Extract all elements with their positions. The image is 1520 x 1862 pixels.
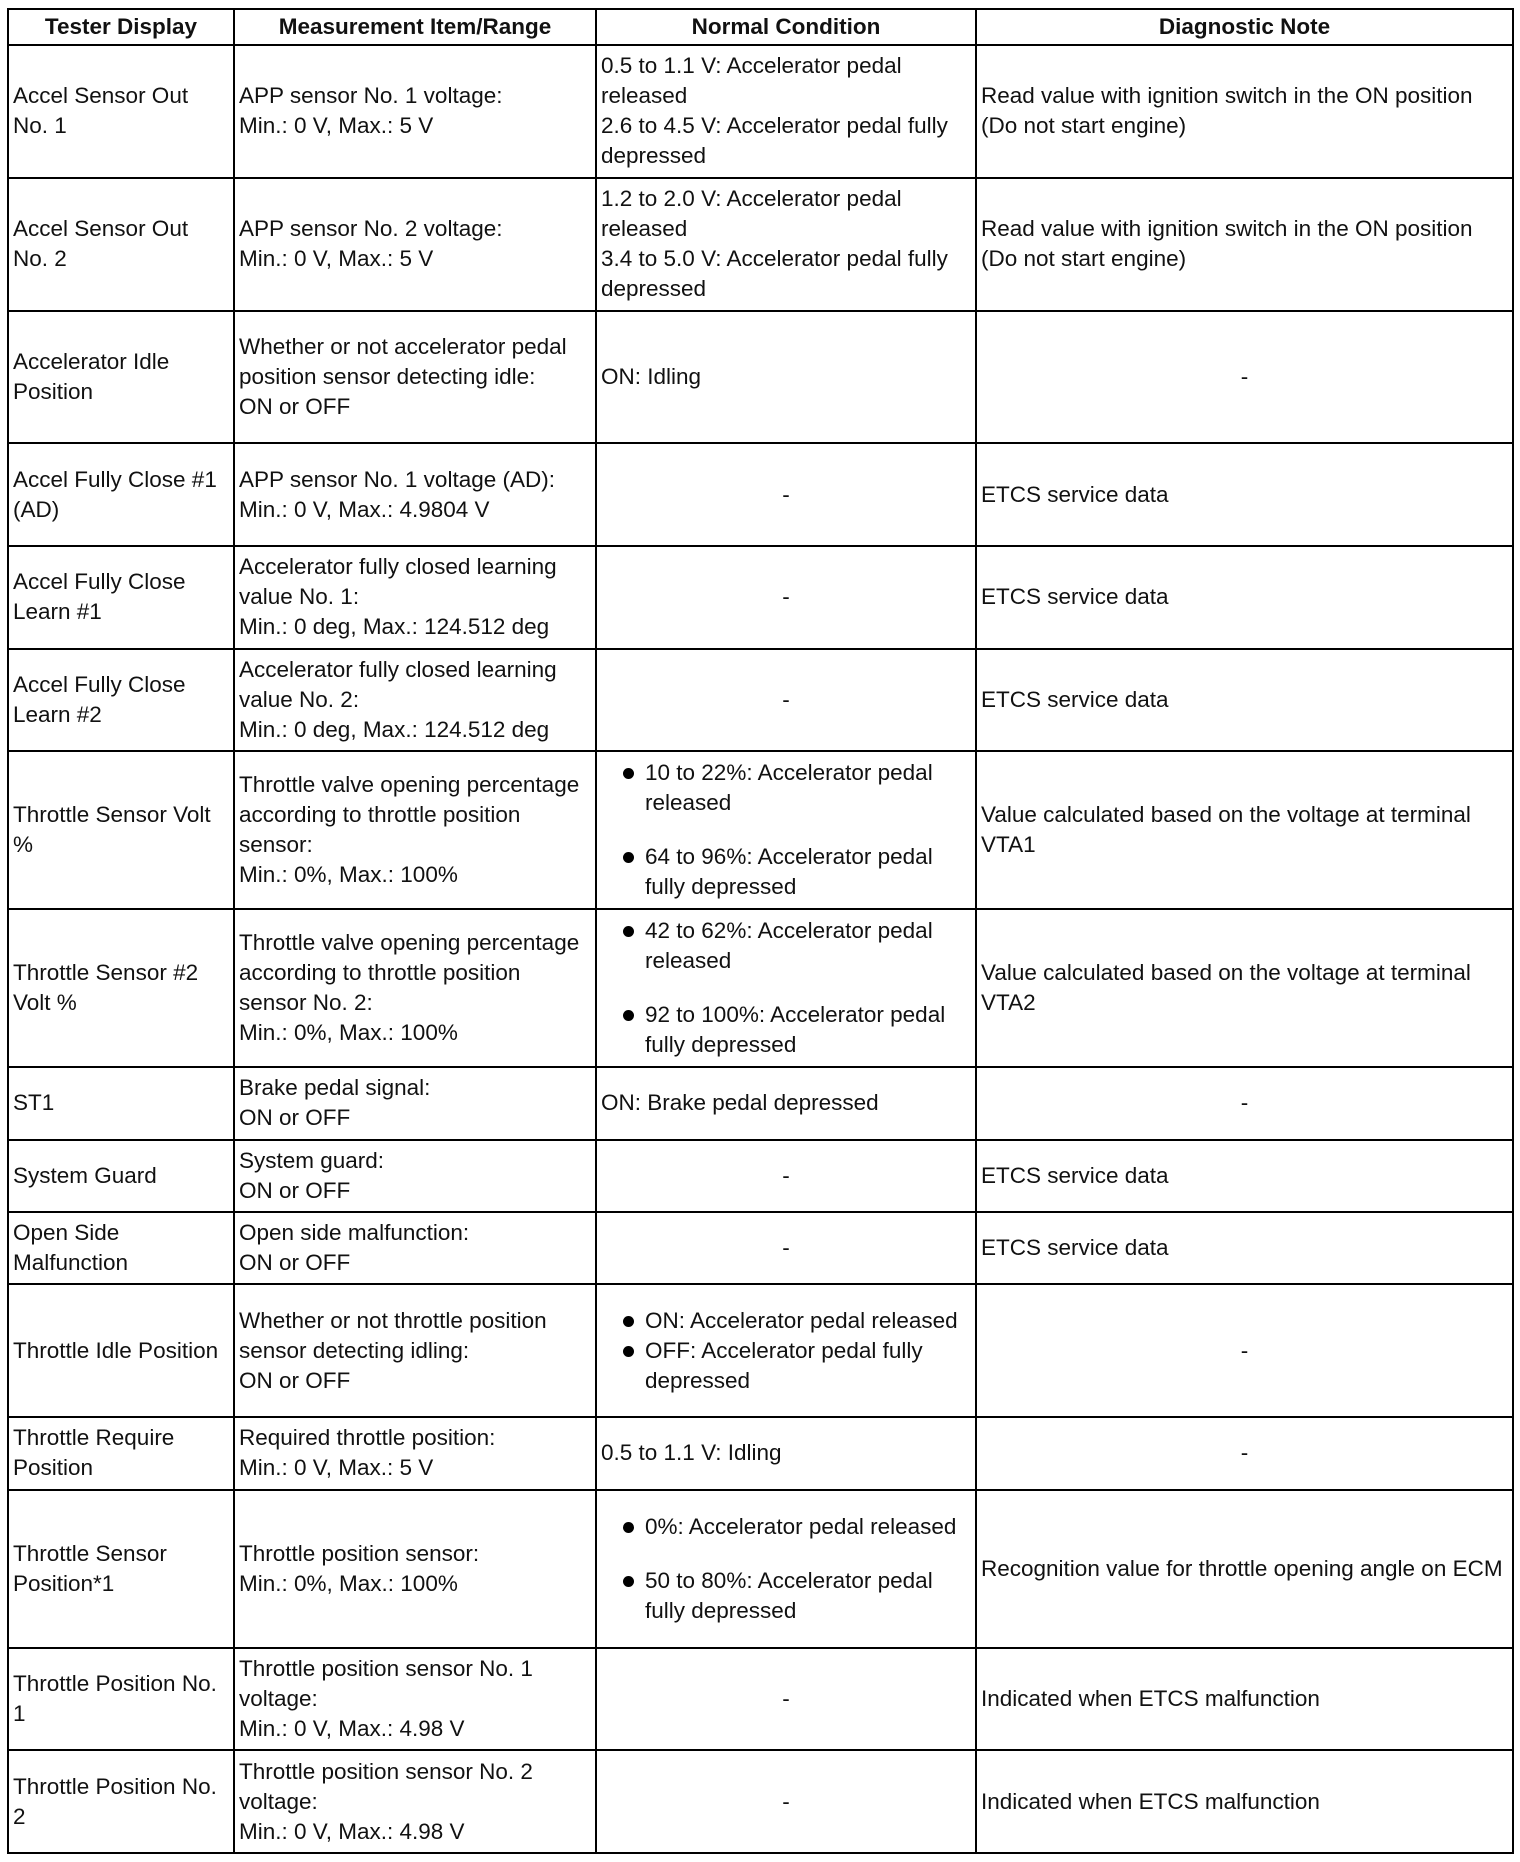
cell-diagnostic-note: ETCS service data (976, 546, 1513, 649)
measurement-line: Throttle position sensor No. 2 voltage: (239, 1758, 533, 1814)
condition-line: ON: Brake pedal depressed (601, 1090, 879, 1116)
measurement-line: Brake pedal signal: (239, 1075, 431, 1101)
cell-normal-condition (596, 45, 976, 178)
cell-measurement (234, 45, 596, 178)
measurement-line: Min.: 0 V, Max.: 5 V (239, 113, 434, 139)
measurement-line: Required throttle position: (239, 1425, 496, 1451)
measurement-line: Whether or not throttle position sensor detecting idling: (239, 1307, 547, 1363)
cell-normal-condition (596, 1140, 976, 1212)
condition-bullet-item: 50 to 80%: Accelerator pedal fully depressed (601, 1566, 971, 1626)
cell-diagnostic-note: ETCS service data (976, 1140, 1513, 1212)
measurement-line: ON or OFF (239, 1105, 351, 1131)
condition-bullet-list (601, 1306, 971, 1396)
condition-line: 2.6 to 4.5 V: Accelerator pedal fully depressed (601, 113, 948, 169)
measurement-line: Throttle position sensor: (239, 1540, 480, 1566)
cell-diagnostic-note: Indicated when ETCS malfunction (976, 1648, 1513, 1751)
header-tester-display: Tester Display (8, 9, 234, 45)
cell-measurement (234, 751, 596, 909)
measurement-line: APP sensor No. 1 voltage (AD): (239, 466, 555, 492)
cell-normal-condition (596, 1648, 976, 1751)
condition-line: - (782, 1788, 790, 1814)
measurement-line: Min.: 0 V, Max.: 5 V (239, 1455, 434, 1481)
table-row (8, 649, 1513, 752)
cell-tester-display: Throttle Sensor Position*1 (8, 1490, 234, 1648)
measurement-line: APP sensor No. 1 voltage: (239, 83, 503, 109)
cell-measurement (234, 1648, 596, 1751)
cell-normal-condition (596, 546, 976, 649)
table-row (8, 311, 1513, 444)
measurement-line: Open side malfunction: (239, 1220, 470, 1246)
cell-normal-condition (596, 178, 976, 311)
cell-tester-display: Open Side Malfunction (8, 1212, 234, 1284)
table-row (8, 751, 1513, 909)
cell-tester-display: ST1 (8, 1067, 234, 1139)
cell-diagnostic-note: Read value with ignition switch in the ON position (Do not start engine) (976, 45, 1513, 178)
table-row (8, 1417, 1513, 1489)
measurement-line: System guard: (239, 1147, 385, 1173)
measurement-line: Min.: 0%, Max.: 100% (239, 1570, 458, 1596)
cell-measurement (234, 1750, 596, 1853)
cell-measurement (234, 546, 596, 649)
table-row (8, 1750, 1513, 1853)
measurement-line: Throttle valve opening percentage according to throttle position sensor No. 2: (239, 930, 580, 1016)
table-row (8, 1284, 1513, 1417)
condition-bullet-item: 0%: Accelerator pedal released (601, 1512, 971, 1542)
cell-normal-condition (596, 1284, 976, 1417)
condition-bullet-item: 92 to 100%: Accelerator pedal fully depressed (601, 1000, 971, 1060)
measurement-line: APP sensor No. 2 voltage: (239, 216, 503, 242)
cell-normal-condition (596, 443, 976, 546)
table-row (8, 1648, 1513, 1751)
cell-tester-display: System Guard (8, 1140, 234, 1212)
table-row (8, 178, 1513, 311)
table-row (8, 909, 1513, 1067)
cell-tester-display: Accel Fully Close Learn #2 (8, 649, 234, 752)
cell-diagnostic-note: ETCS service data (976, 1212, 1513, 1284)
table-row (8, 1140, 1513, 1212)
header-row (8, 9, 1513, 45)
table-row (8, 1490, 1513, 1648)
cell-diagnostic-note: Indicated when ETCS malfunction (976, 1750, 1513, 1853)
cell-measurement (234, 1490, 596, 1648)
cell-tester-display: Accel Fully Close #1 (AD) (8, 443, 234, 546)
condition-bullet-item: OFF: Accelerator pedal fully depressed (601, 1336, 971, 1396)
measurement-line: Throttle valve opening percentage according to throttle position sensor: (239, 772, 580, 858)
condition-bullet-item: ON: Accelerator pedal released (601, 1306, 971, 1336)
measurement-line: Min.: 0 deg, Max.: 124.512 deg (239, 614, 550, 640)
cell-measurement (234, 1140, 596, 1212)
cell-diagnostic-note: - (976, 1284, 1513, 1417)
cell-normal-condition (596, 751, 976, 909)
condition-line: - (782, 1235, 790, 1261)
condition-bullet-list (601, 916, 971, 1060)
measurement-line: Min.: 0 V, Max.: 4.98 V (239, 1818, 465, 1844)
cell-tester-display: Accel Sensor Out No. 2 (8, 178, 234, 311)
cell-diagnostic-note: ETCS service data (976, 649, 1513, 752)
measurement-line: Throttle position sensor No. 1 voltage: (239, 1655, 533, 1711)
measurement-line: Min.: 0 deg, Max.: 124.512 deg (239, 716, 550, 742)
condition-line: - (782, 481, 790, 507)
cell-normal-condition (596, 1490, 976, 1648)
measurement-line: Whether or not accelerator pedal position sensor detecting idle: (239, 333, 567, 389)
condition-bullet-list (601, 758, 971, 902)
cell-tester-display: Throttle Position No. 2 (8, 1750, 234, 1853)
cell-normal-condition (596, 909, 976, 1067)
condition-bullet-item: 10 to 22%: Accelerator pedal released (601, 758, 971, 818)
cell-tester-display: Throttle Sensor Volt % (8, 751, 234, 909)
cell-diagnostic-note: - (976, 1067, 1513, 1139)
measurement-line: ON or OFF (239, 393, 351, 419)
measurement-line: Min.: 0%, Max.: 100% (239, 862, 458, 888)
cell-normal-condition (596, 649, 976, 752)
cell-normal-condition (596, 1750, 976, 1853)
cell-diagnostic-note: Value calculated based on the voltage at terminal VTA2 (976, 909, 1513, 1067)
cell-tester-display: Throttle Idle Position (8, 1284, 234, 1417)
cell-normal-condition (596, 1417, 976, 1489)
condition-line: 3.4 to 5.0 V: Accelerator pedal fully depressed (601, 246, 948, 302)
condition-bullet-item: 64 to 96%: Accelerator pedal fully depressed (601, 842, 971, 902)
table-row (8, 1067, 1513, 1139)
measurement-line: Min.: 0 V, Max.: 4.98 V (239, 1715, 465, 1741)
cell-measurement (234, 1067, 596, 1139)
cell-diagnostic-note: Read value with ignition switch in the ON position (Do not start engine) (976, 178, 1513, 311)
condition-line: - (782, 584, 790, 610)
cell-measurement (234, 443, 596, 546)
measurement-line: ON or OFF (239, 1250, 351, 1276)
cell-measurement (234, 311, 596, 444)
header-normal-condition: Normal Condition (596, 9, 976, 45)
cell-normal-condition (596, 311, 976, 444)
cell-measurement (234, 909, 596, 1067)
measurement-line: Min.: 0%, Max.: 100% (239, 1020, 458, 1046)
condition-line: 1.2 to 2.0 V: Accelerator pedal released (601, 186, 902, 242)
table-row (8, 1212, 1513, 1284)
cell-tester-display: Throttle Position No. 1 (8, 1648, 234, 1751)
cell-diagnostic-note: Value calculated based on the voltage at terminal VTA1 (976, 751, 1513, 909)
cell-diagnostic-note: ETCS service data (976, 443, 1513, 546)
cell-measurement (234, 1212, 596, 1284)
cell-tester-display: Accel Fully Close Learn #1 (8, 546, 234, 649)
cell-measurement (234, 178, 596, 311)
cell-normal-condition (596, 1212, 976, 1284)
condition-line: - (782, 686, 790, 712)
condition-bullet-item: 42 to 62%: Accelerator pedal released (601, 916, 971, 976)
data-monitor-table (7, 8, 1514, 1854)
condition-bullet-list (601, 1512, 971, 1626)
measurement-line: Min.: 0 V, Max.: 4.9804 V (239, 496, 490, 522)
cell-tester-display: Accelerator Idle Position (8, 311, 234, 444)
cell-tester-display: Throttle Require Position (8, 1417, 234, 1489)
cell-diagnostic-note: Recognition value for throttle opening angle on ECM (976, 1490, 1513, 1648)
header-diagnostic-note: Diagnostic Note (976, 9, 1513, 45)
cell-normal-condition (596, 1067, 976, 1139)
measurement-line: Accelerator fully closed learning value No. 2: (239, 656, 557, 712)
condition-line: 0.5 to 1.1 V: Accelerator pedal released (601, 53, 902, 109)
cell-measurement (234, 649, 596, 752)
measurement-line: ON or OFF (239, 1367, 351, 1393)
cell-measurement (234, 1417, 596, 1489)
measurement-line: Accelerator fully closed learning value No. 1: (239, 554, 557, 610)
cell-diagnostic-note: - (976, 311, 1513, 444)
cell-diagnostic-note: - (976, 1417, 1513, 1489)
condition-line: - (782, 1162, 790, 1188)
header-measurement-item: Measurement Item/Range (234, 9, 596, 45)
table-row (8, 546, 1513, 649)
condition-line: ON: Idling (601, 363, 702, 389)
cell-measurement (234, 1284, 596, 1417)
condition-line: 0.5 to 1.1 V: Idling (601, 1440, 782, 1466)
table-row (8, 45, 1513, 178)
table-row (8, 443, 1513, 546)
measurement-line: ON or OFF (239, 1177, 351, 1203)
cell-tester-display: Accel Sensor Out No. 1 (8, 45, 234, 178)
condition-line: - (782, 1685, 790, 1711)
measurement-line: Min.: 0 V, Max.: 5 V (239, 246, 434, 272)
cell-tester-display: Throttle Sensor #2 Volt % (8, 909, 234, 1067)
